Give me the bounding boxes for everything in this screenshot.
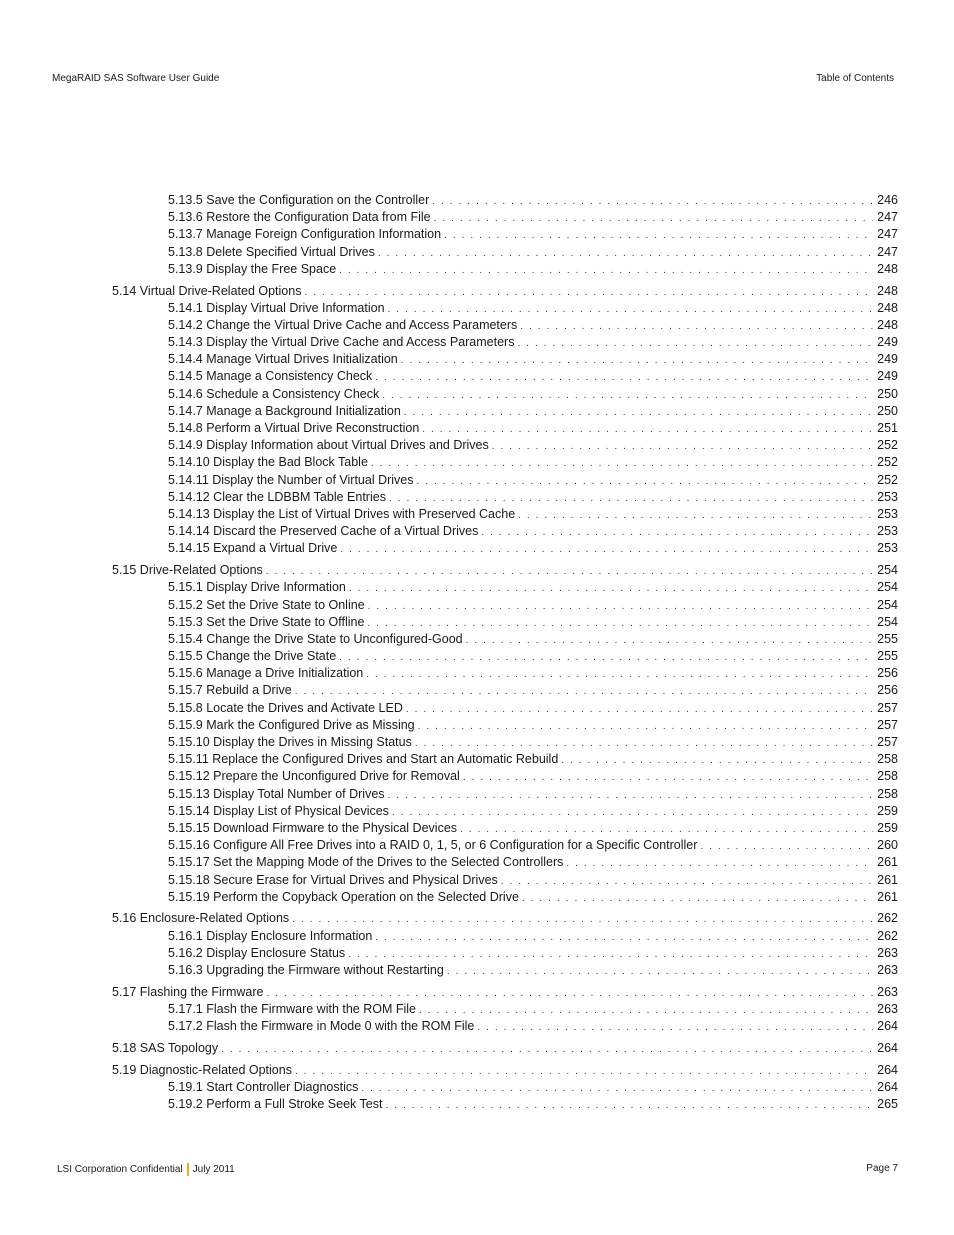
toc-subsection-entry[interactable] bbox=[112, 472, 898, 489]
dot-leader bbox=[304, 284, 873, 301]
toc-entry-page: 262 bbox=[877, 911, 898, 926]
toc-entry-page: 257 bbox=[877, 735, 898, 749]
toc-subsection-entry[interactable] bbox=[112, 751, 898, 768]
toc-subsection-entry[interactable] bbox=[112, 454, 898, 471]
dot-leader bbox=[432, 193, 873, 210]
dot-leader bbox=[382, 387, 873, 404]
toc-entry-title: 5.19 Diagnostic-Related Options bbox=[112, 1062, 292, 1077]
toc-entry-title: 5.14.11 Display the Number of Virtual Drives bbox=[168, 472, 414, 487]
dot-leader bbox=[481, 524, 873, 541]
dot-leader bbox=[406, 701, 873, 718]
toc-entry-title: 5.17 Flashing the Firmware bbox=[112, 984, 264, 999]
toc-entry-page: 260 bbox=[877, 838, 898, 853]
dot-leader bbox=[460, 821, 873, 838]
toc-section-entry[interactable] bbox=[112, 1062, 898, 1079]
dot-leader bbox=[419, 1002, 873, 1019]
toc-entry-page: 254 bbox=[877, 580, 898, 595]
dot-leader bbox=[700, 838, 873, 855]
toc-subsection-entry[interactable] bbox=[112, 803, 898, 820]
toc-entry-page: 247 bbox=[877, 210, 898, 225]
toc-subsection-entry[interactable] bbox=[112, 700, 898, 717]
dot-leader bbox=[340, 541, 873, 558]
toc-entry-page: 259 bbox=[877, 803, 898, 818]
toc-entry-page: 249 bbox=[877, 369, 898, 384]
toc-subsection-entry[interactable] bbox=[112, 368, 898, 385]
dot-leader bbox=[266, 985, 873, 1002]
dot-leader bbox=[418, 718, 873, 735]
toc-subsection-entry[interactable] bbox=[112, 889, 898, 906]
toc-entry-page: 264 bbox=[877, 1079, 898, 1094]
dot-leader bbox=[295, 683, 873, 700]
toc-entry-page: 254 bbox=[877, 597, 898, 612]
dot-leader bbox=[371, 455, 873, 472]
dot-leader bbox=[522, 890, 873, 907]
toc-entry-page: 253 bbox=[877, 541, 898, 556]
toc-entry-title: 5.14.2 Change the Virtual Drive Cache and Access Parameters bbox=[168, 317, 518, 332]
toc-subsection-entry[interactable] bbox=[112, 351, 898, 368]
dot-leader bbox=[415, 735, 873, 752]
toc-subsection-entry[interactable] bbox=[112, 597, 898, 614]
toc-entry-title: 5.15.5 Change the Drive State bbox=[168, 649, 337, 664]
dot-leader bbox=[221, 1041, 873, 1058]
dot-leader bbox=[366, 666, 873, 683]
toc-entry-page: 254 bbox=[877, 563, 898, 578]
dot-leader bbox=[566, 855, 873, 872]
toc-subsection-entry[interactable] bbox=[112, 489, 898, 506]
toc-entry-title: 5.13.7 Manage Foreign Configuration Information bbox=[168, 227, 442, 242]
toc-entry-title: 5.14.12 Clear the LDBBM Table Entries bbox=[168, 489, 386, 504]
toc-entry-title: 5.16.1 Display Enclosure Information bbox=[168, 928, 373, 943]
footer-divider bbox=[187, 1163, 189, 1176]
toc-entry-title: 5.15.17 Set the Mapping Mode of the Drives to the Selected Controllers bbox=[168, 855, 564, 870]
toc-entry-title: 5.13.9 Display the Free Space bbox=[168, 261, 337, 276]
toc-entry-title: 5.15.11 Replace the Configured Drives and Start an Automatic Rebuild bbox=[168, 752, 559, 767]
toc-entry-title: 5.14.10 Display the Bad Block Table bbox=[168, 455, 368, 470]
dot-leader bbox=[385, 1097, 873, 1114]
dot-leader bbox=[517, 335, 873, 352]
toc-entry-title: 5.15.6 Manage a Drive Initialization bbox=[168, 666, 364, 681]
dot-leader bbox=[388, 301, 873, 318]
dot-leader bbox=[444, 227, 873, 244]
toc-entry-title: 5.14.4 Manage Virtual Drives Initialization bbox=[168, 352, 398, 367]
toc-entry-title: 5.15.19 Perform the Copyback Operation on the Selected Drive bbox=[168, 889, 519, 904]
toc-entry-title: 5.17.2 Flash the Firmware in Mode 0 with the ROM File bbox=[168, 1019, 475, 1034]
dot-leader bbox=[520, 318, 873, 335]
toc-entry-title: 5.15.4 Change the Drive State to Unconfigured-Good bbox=[168, 631, 463, 646]
toc-subsection-entry[interactable] bbox=[112, 403, 898, 420]
toc-entry-title: 5.15.7 Rebuild a Drive bbox=[168, 683, 292, 698]
dot-leader bbox=[466, 632, 873, 649]
dot-leader bbox=[339, 649, 873, 666]
toc-entry-page: 256 bbox=[877, 666, 898, 681]
dot-leader bbox=[292, 911, 873, 928]
toc-entry-page: 248 bbox=[877, 261, 898, 276]
toc-subsection-entry[interactable] bbox=[112, 768, 898, 785]
toc-subsection-entry[interactable] bbox=[112, 334, 898, 351]
toc-entry-title: 5.15.13 Display Total Number of Drives bbox=[168, 786, 385, 801]
toc-subsection-entry[interactable] bbox=[112, 614, 898, 631]
toc-subsection-entry[interactable] bbox=[112, 820, 898, 837]
toc-entry-title: 5.15.3 Set the Drive State to Offline bbox=[168, 614, 365, 629]
toc-entry-title: 5.13.8 Delete Specified Virtual Drives bbox=[168, 244, 375, 259]
dot-leader bbox=[477, 1019, 873, 1036]
toc-subsection-entry[interactable] bbox=[112, 1096, 898, 1113]
toc-entry-page: 247 bbox=[877, 227, 898, 242]
toc-section-entry[interactable] bbox=[112, 984, 898, 1001]
toc-entry-page: 251 bbox=[877, 421, 898, 436]
toc-entry-title: 5.15.10 Display the Drives in Missing Status bbox=[168, 735, 412, 749]
toc-subsection-entry[interactable] bbox=[112, 209, 898, 226]
dot-leader bbox=[367, 615, 873, 632]
toc-entry-title: 5.13.5 Save the Configuration on the Controller bbox=[168, 193, 430, 207]
dot-leader bbox=[295, 1063, 873, 1080]
toc-section-entry[interactable] bbox=[112, 283, 898, 300]
toc-entry-page: 252 bbox=[877, 455, 898, 470]
toc-entry-page: 261 bbox=[877, 855, 898, 870]
toc-entry-title: 5.18 SAS Topology bbox=[112, 1040, 219, 1055]
toc-entry-page: 252 bbox=[877, 438, 898, 453]
toc-entry-page: 259 bbox=[877, 820, 898, 835]
toc-subsection-entry[interactable] bbox=[112, 300, 898, 317]
toc-entry-page: 265 bbox=[877, 1097, 898, 1112]
toc-entry-page: 263 bbox=[877, 945, 898, 960]
dot-leader bbox=[378, 245, 873, 262]
toc-entry-page: 248 bbox=[877, 283, 898, 298]
toc-entry-title: 5.15.1 Display Drive Information bbox=[168, 580, 346, 595]
toc-subsection-entry[interactable] bbox=[112, 962, 898, 979]
toc-subsection-entry[interactable] bbox=[112, 631, 898, 648]
toc-subsection-entry[interactable] bbox=[112, 261, 898, 278]
toc-subsection-entry[interactable] bbox=[112, 437, 898, 454]
dot-leader bbox=[404, 404, 873, 421]
dot-leader bbox=[492, 438, 873, 455]
dot-leader bbox=[463, 769, 873, 786]
toc-section-entry[interactable] bbox=[112, 910, 898, 927]
dot-leader bbox=[349, 580, 873, 597]
dot-leader bbox=[368, 598, 873, 615]
toc-entry-page: 250 bbox=[877, 386, 898, 401]
toc-entry-title: 5.16 Enclosure-Related Options bbox=[112, 911, 290, 926]
toc-subsection-entry[interactable] bbox=[112, 872, 898, 889]
footer-page-number: Page 7 bbox=[866, 1163, 898, 1174]
toc-entry-title: 5.15.18 Secure Erase for Virtual Drives and Physical Drives bbox=[168, 872, 498, 887]
footer-company: LSI Corporation Confidential bbox=[57, 1164, 183, 1175]
running-header-title: MegaRAID SAS Software User Guide bbox=[52, 73, 220, 84]
dot-leader bbox=[447, 963, 873, 980]
toc-subsection-entry[interactable] bbox=[112, 928, 898, 945]
toc-entry-page: 248 bbox=[877, 300, 898, 315]
toc-entry-page: 257 bbox=[877, 717, 898, 732]
toc-entry-title: 5.14.9 Display Information about Virtual Drives and Drives bbox=[168, 438, 489, 453]
toc-entry-page: 258 bbox=[877, 752, 898, 767]
toc-entry-title: 5.14.14 Discard the Preserved Cache of a Virtual Drives bbox=[168, 524, 479, 539]
toc-entry-page: 253 bbox=[877, 506, 898, 521]
toc-entry-page: 258 bbox=[877, 786, 898, 801]
toc-entry-page: 253 bbox=[877, 524, 898, 539]
toc-subsection-entry[interactable] bbox=[112, 665, 898, 682]
toc-entry-page: 261 bbox=[877, 872, 898, 887]
toc-entry-title: 5.14.15 Expand a Virtual Drive bbox=[168, 541, 338, 556]
dot-leader bbox=[375, 369, 873, 386]
toc-subsection-entry[interactable] bbox=[112, 786, 898, 803]
toc-subsection-entry[interactable] bbox=[112, 317, 898, 334]
toc-entry-page: 255 bbox=[877, 649, 898, 664]
toc-subsection-entry[interactable] bbox=[112, 854, 898, 871]
toc-entry-title: 5.14.8 Perform a Virtual Drive Reconstruction bbox=[168, 421, 420, 436]
toc-subsection-entry[interactable] bbox=[112, 1018, 898, 1035]
table-of-contents bbox=[112, 192, 898, 1113]
running-header-section: Table of Contents bbox=[816, 73, 894, 84]
toc-entry-title: 5.14.6 Schedule a Consistency Check bbox=[168, 386, 380, 401]
toc-entry-title: 5.14.5 Manage a Consistency Check bbox=[168, 369, 373, 384]
toc-subsection-entry[interactable] bbox=[112, 682, 898, 699]
toc-entry-title: 5.14 Virtual Drive-Related Options bbox=[112, 283, 302, 298]
toc-entry-page: 256 bbox=[877, 683, 898, 698]
toc-subsection-entry[interactable] bbox=[112, 420, 898, 437]
toc-entry-title: 5.14.3 Display the Virtual Drive Cache and Access Parameters bbox=[168, 335, 515, 350]
toc-subsection-entry[interactable] bbox=[112, 192, 898, 209]
toc-subsection-entry[interactable] bbox=[112, 506, 898, 523]
toc-entry-title: 5.14.7 Manage a Background Initialization bbox=[168, 403, 401, 418]
toc-entry-page: 264 bbox=[877, 1040, 898, 1055]
dot-leader bbox=[434, 210, 873, 227]
toc-entry-title: 5.15 Drive-Related Options bbox=[112, 563, 263, 578]
toc-entry-title: 5.19.1 Start Controller Diagnostics bbox=[168, 1079, 359, 1094]
toc-subsection-entry[interactable] bbox=[112, 717, 898, 734]
dot-leader bbox=[389, 490, 873, 507]
toc-entry-title: 5.17.1 Flash the Firmware with the ROM File bbox=[168, 1002, 416, 1016]
toc-entry-page: 263 bbox=[877, 984, 898, 999]
dot-leader bbox=[501, 873, 873, 890]
dot-leader bbox=[416, 473, 873, 490]
toc-entry-page: 246 bbox=[877, 193, 898, 207]
toc-entry-title: 5.14.13 Display the List of Virtual Drives with Preserved Cache bbox=[168, 506, 516, 521]
toc-entry-title: 5.15.12 Prepare the Unconfigured Drive for Removal bbox=[168, 769, 460, 784]
toc-entry-page: 253 bbox=[877, 489, 898, 504]
toc-subsection-entry[interactable] bbox=[112, 1079, 898, 1096]
toc-entry-page: 254 bbox=[877, 614, 898, 629]
dot-leader bbox=[348, 946, 873, 963]
dot-leader bbox=[561, 752, 873, 769]
toc-entry-page: 248 bbox=[877, 317, 898, 332]
dot-leader bbox=[392, 804, 873, 821]
toc-entry-page: 250 bbox=[877, 403, 898, 418]
dot-leader bbox=[422, 421, 873, 438]
toc-entry-page: 258 bbox=[877, 769, 898, 784]
toc-entry-title: 5.15.8 Locate the Drives and Activate LED bbox=[168, 700, 403, 715]
toc-entry-title: 5.13.6 Restore the Configuration Data from File bbox=[168, 210, 431, 225]
toc-entry-page: 257 bbox=[877, 700, 898, 715]
toc-entry-title: 5.16.2 Display Enclosure Status bbox=[168, 945, 346, 960]
dot-leader bbox=[401, 352, 873, 369]
toc-entry-page: 263 bbox=[877, 1002, 898, 1016]
toc-subsection-entry[interactable] bbox=[112, 540, 898, 557]
toc-entry-page: 261 bbox=[877, 889, 898, 904]
dot-leader bbox=[361, 1080, 873, 1097]
toc-entry-title: 5.14.1 Display Virtual Drive Information bbox=[168, 300, 385, 315]
toc-entry-page: 262 bbox=[877, 928, 898, 943]
toc-subsection-entry[interactable] bbox=[112, 837, 898, 854]
toc-subsection-entry[interactable] bbox=[112, 523, 898, 540]
dot-leader bbox=[339, 262, 873, 279]
toc-entry-title: 5.19.2 Perform a Full Stroke Seek Test bbox=[168, 1097, 383, 1112]
toc-entry-page: 263 bbox=[877, 963, 898, 978]
toc-section-entry[interactable] bbox=[112, 1040, 898, 1057]
toc-subsection-entry[interactable] bbox=[112, 945, 898, 962]
dot-leader bbox=[388, 787, 873, 804]
toc-subsection-entry[interactable] bbox=[112, 579, 898, 596]
toc-entry-title: 5.16.3 Upgrading the Firmware without Restarting bbox=[168, 963, 444, 978]
toc-entry-page: 247 bbox=[877, 244, 898, 259]
toc-subsection-entry[interactable] bbox=[112, 648, 898, 665]
toc-entry-page: 264 bbox=[877, 1019, 898, 1034]
toc-entry-page: 264 bbox=[877, 1062, 898, 1077]
footer-left bbox=[57, 1163, 235, 1176]
toc-entry-title: 5.15.9 Mark the Configured Drive as Missing bbox=[168, 717, 415, 732]
toc-entry-page: 255 bbox=[877, 631, 898, 646]
toc-entry-page: 249 bbox=[877, 352, 898, 367]
dot-leader bbox=[375, 929, 873, 946]
toc-entry-page: 252 bbox=[877, 472, 898, 487]
toc-entry-title: 5.15.15 Download Firmware to the Physical Devices bbox=[168, 820, 458, 835]
footer-date: July 2011 bbox=[192, 1164, 235, 1175]
toc-entry-page: 249 bbox=[877, 335, 898, 350]
toc-entry-title: 5.15.14 Display List of Physical Devices bbox=[168, 803, 389, 818]
dot-leader bbox=[518, 507, 873, 524]
dot-leader bbox=[266, 563, 873, 580]
toc-subsection-entry[interactable] bbox=[112, 734, 898, 751]
toc-subsection-entry[interactable] bbox=[112, 226, 898, 243]
toc-subsection-entry[interactable] bbox=[112, 1001, 898, 1018]
toc-subsection-entry[interactable] bbox=[112, 244, 898, 261]
toc-section-entry[interactable] bbox=[112, 562, 898, 579]
toc-entry-title: 5.15.16 Configure All Free Drives into a RAID 0, 1, 5, or 6 Configuration for a Specific Controller bbox=[168, 838, 698, 853]
toc-subsection-entry[interactable] bbox=[112, 386, 898, 403]
toc-entry-title: 5.15.2 Set the Drive State to Online bbox=[168, 597, 365, 612]
